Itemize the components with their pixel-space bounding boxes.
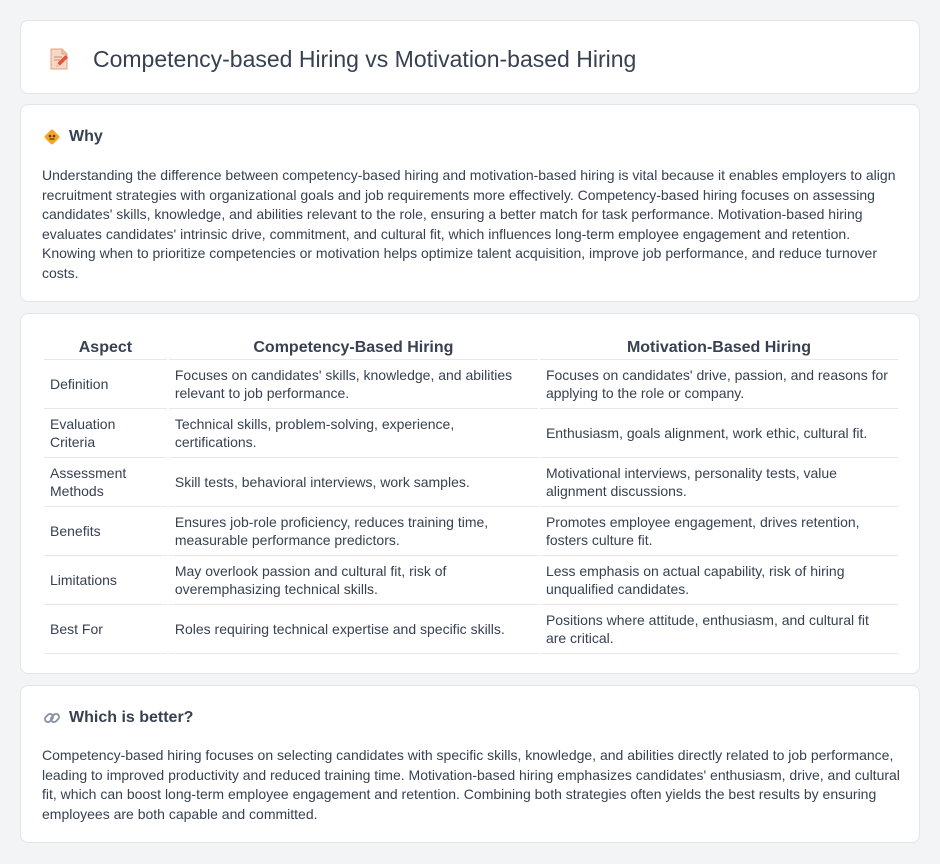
which-better-card xyxy=(20,685,920,843)
competency-cell: Skill tests, behavioral interviews, work samples. xyxy=(169,458,538,507)
table-row xyxy=(44,458,898,507)
why-title: Why xyxy=(69,128,103,145)
header-competency: Competency-Based Hiring xyxy=(169,334,538,360)
diamond-sign-icon xyxy=(43,128,61,146)
comparison-card xyxy=(20,313,920,674)
motivation-cell: Motivational interviews, personality tests, value alignment discussions. xyxy=(540,458,898,507)
table-row xyxy=(44,360,898,409)
header-aspect: Aspect xyxy=(44,334,167,360)
document-pencil-icon xyxy=(47,47,71,71)
aspect-cell: Assessment Methods xyxy=(44,458,167,507)
table-header-row xyxy=(44,334,898,360)
competency-cell: Roles requiring technical expertise and specific skills. xyxy=(169,605,538,654)
why-text: Understanding the difference between competency-based hiring and motivation-based hiring is vital because it enables employers to align recruitment strategies with organizational goals and job requirements more effectively. Competency-based hiring focuses on assessing candidates' skills, knowledge, and abilities relevant to the role, ensuring a better match for task performance. Motivation-based hiring evaluates candidates' intrinsic drive, commitment, and cultural fit, which influences long-term employee engagement and retention. Knowing when to prioritize competencies or motivation helps optimize talent acquisition, improve job performance, and reduce turnover costs. xyxy=(42,167,896,281)
header-motivation: Motivation-Based Hiring xyxy=(540,334,898,360)
better-text: Competency-based hiring focuses on selecting candidates with specific skills, knowledge, and abilities directly related to job performance, leading to improved productivity and reduced training time. Motivation-based hiring emphasizes candidates' enthusiasm, drive, and cultural fit, which can boost long-term employee engagement and retention. Combining both strategies often yields the best results by ensuring employees are both capable and committed. xyxy=(42,747,900,822)
link-icon xyxy=(43,709,61,727)
comparison-table xyxy=(42,334,900,654)
motivation-cell: Enthusiasm, goals alignment, work ethic, cultural fit. xyxy=(540,409,898,458)
aspect-cell: Evaluation Criteria xyxy=(44,409,167,458)
why-heading xyxy=(43,128,103,146)
motivation-cell: Promotes employee engagement, drives retention, fosters culture fit. xyxy=(540,507,898,556)
competency-cell: Ensures job-role proficiency, reduces training time, measurable performance predictors. xyxy=(169,507,538,556)
table-row xyxy=(44,409,898,458)
header-card xyxy=(20,20,920,94)
page-title: Competency-based Hiring vs Motivation-based Hiring xyxy=(93,46,637,72)
aspect-cell: Benefits xyxy=(44,507,167,556)
competency-cell: Focuses on candidates' skills, knowledge, and abilities relevant to job performance. xyxy=(169,360,538,409)
better-title: Which is better? xyxy=(69,709,194,726)
header-row xyxy=(47,45,636,73)
competency-cell: Technical skills, problem-solving, experience, certifications. xyxy=(169,409,538,458)
competency-cell: May overlook passion and cultural fit, risk of overemphasizing technical skills. xyxy=(169,556,538,605)
motivation-cell: Focuses on candidates' drive, passion, and reasons for applying to the role or company. xyxy=(540,360,898,409)
table-row xyxy=(44,507,898,556)
table-row xyxy=(44,605,898,654)
better-heading xyxy=(43,709,193,727)
table-row xyxy=(44,556,898,605)
aspect-cell: Definition xyxy=(44,360,167,409)
motivation-cell: Positions where attitude, enthusiasm, and cultural fit are critical. xyxy=(540,605,898,654)
aspect-cell: Limitations xyxy=(44,556,167,605)
why-card xyxy=(20,104,920,302)
aspect-cell: Best For xyxy=(44,605,167,654)
motivation-cell: Less emphasis on actual capability, risk of hiring unqualified candidates. xyxy=(540,556,898,605)
